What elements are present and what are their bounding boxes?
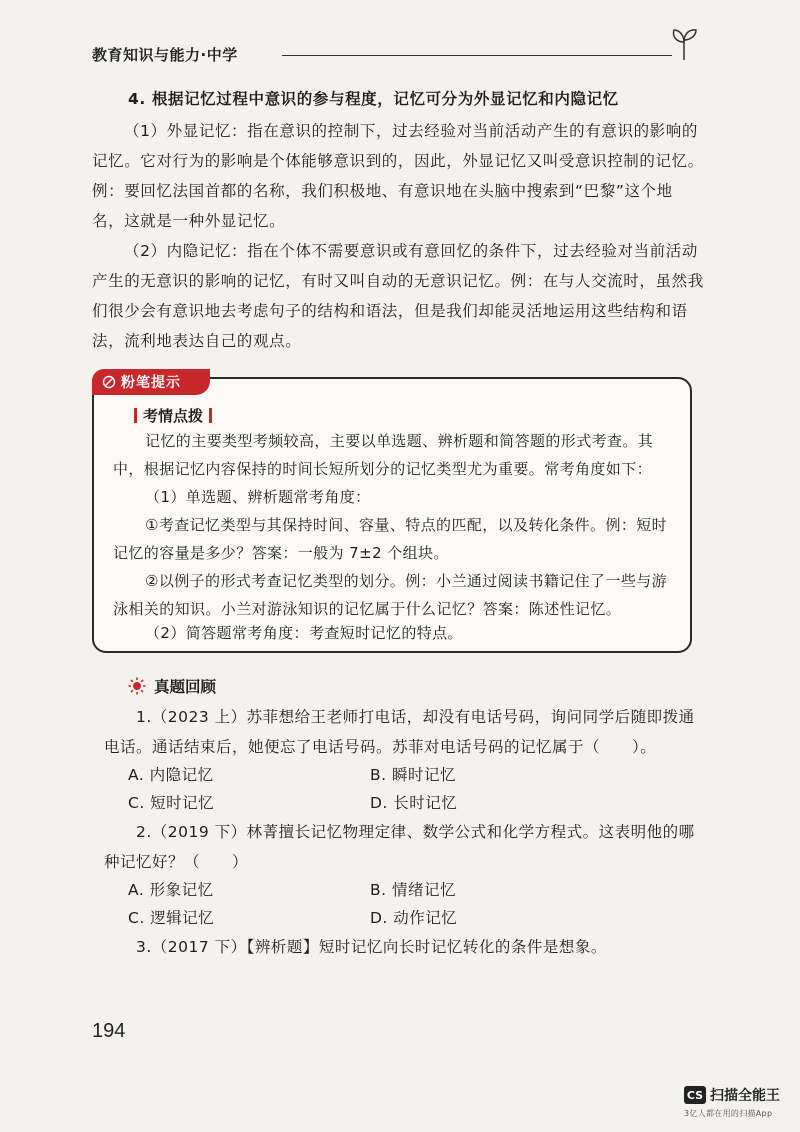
tip-item-1a: ①考查记忆类型与其保持时间、容量、特点的匹配，以及转化条件。例：短时记忆的容量是多少？答案：一般为 7±2 个组块。 xyxy=(113,516,668,562)
camscanner-logo-icon: CS xyxy=(684,1086,706,1104)
scanner-name: 扫描全能王 xyxy=(710,1088,780,1104)
tip-item-1: （1）单选题、辨析题常考角度： xyxy=(145,488,371,506)
sprout-icon xyxy=(666,26,702,62)
tip-item-1b: ②以例子的形式考查记忆类型的划分。例：小兰通过阅读书籍记住了一些与游泳相关的知识。小兰对游泳知识的记忆属于什么记忆？答案：陈述性记忆。 xyxy=(113,572,668,618)
q2-option-d: D. 动作记忆 xyxy=(370,909,458,927)
review-heading-label: 真题回顾 xyxy=(154,678,217,696)
heading-bar-left xyxy=(134,408,137,423)
q2-option-a: A. 形象记忆 xyxy=(128,881,214,899)
heading-bar-right xyxy=(209,408,212,423)
scanner-slogan: 3亿人都在用的扫描App xyxy=(684,1109,773,1118)
exam-point-label: 考情点拨 xyxy=(143,407,204,425)
review-heading xyxy=(128,675,216,697)
tip-intro: 记忆的主要类型考频较高，主要以单选题、辨析题和简答题的形式考查。其中，根据记忆内容保持的时间长短所划分的记忆类型尤为重要。常考角度如下： xyxy=(113,432,654,478)
question-3: 3.（2017 下）【辨析题】短时记忆向长时记忆转化的条件是想象。 xyxy=(136,938,607,956)
chalk-icon xyxy=(102,375,116,389)
question-2: 2.（2019 下）林菁擅长记忆物理定律、数学公式和化学方程式。这表明他的哪种记忆好？（ ） xyxy=(104,823,695,871)
header-rule xyxy=(282,55,672,56)
q1-option-c: C. 短时记忆 xyxy=(128,794,215,812)
exam-point-heading xyxy=(128,405,218,426)
running-header-title: 教育知识与能力·中学 xyxy=(92,46,238,64)
implicit-memory-paragraph: （2）内隐记忆：指在个体不需要意识或有意回忆的条件下，过去经验对当前活动产生的无意识的影响的记忆，有时又叫自动的无意识记忆。例：在与人交流时，虽然我们很少会有意识地去考虑句子的结构和语法，但是我们却能灵活地运用这些结构和语法，流利地表达自己的观点。 xyxy=(92,242,704,350)
q1-option-a: A. 内隐记忆 xyxy=(128,766,214,784)
q2-option-c: C. 逻辑记忆 xyxy=(128,909,215,927)
q1-option-d: D. 长时记忆 xyxy=(370,794,458,812)
explicit-memory-paragraph: （1）外显记忆：指在意识的控制下，过去经验对当前活动产生的有意识的影响的记忆。它对行为的影响是个体能够意识到的，因此，外显记忆又叫受意识控制的记忆。例：要回忆法国首都的名称，我们积极地、有意识地在头脑中搜索到“巴黎”这个地名，这就是一种外显记忆。 xyxy=(92,122,704,230)
question-1: 1.（2023 上）苏菲想给王老师打电话，却没有电话号码，询问同学后随即拨通电话。通话结束后，她便忘了电话号码。苏菲对电话号码的记忆属于（ ）。 xyxy=(104,708,695,756)
chalk-tip-label: 粉笔提示 xyxy=(121,375,181,391)
scanner-watermark xyxy=(684,1085,780,1105)
q1-option-b: B. 瞬时记忆 xyxy=(370,766,456,784)
chalk-tip-tab xyxy=(92,369,210,395)
section-heading: 4. 根据记忆过程中意识的参与程度，记忆可分为外显记忆和内隐记忆 xyxy=(128,90,619,108)
q2-option-b: B. 情绪记忆 xyxy=(370,881,456,899)
tip-item-2: （2）简答题常考角度：考查短时记忆的特点。 xyxy=(145,624,463,642)
sun-icon xyxy=(128,677,146,695)
page-number: 194 xyxy=(92,1020,126,1042)
